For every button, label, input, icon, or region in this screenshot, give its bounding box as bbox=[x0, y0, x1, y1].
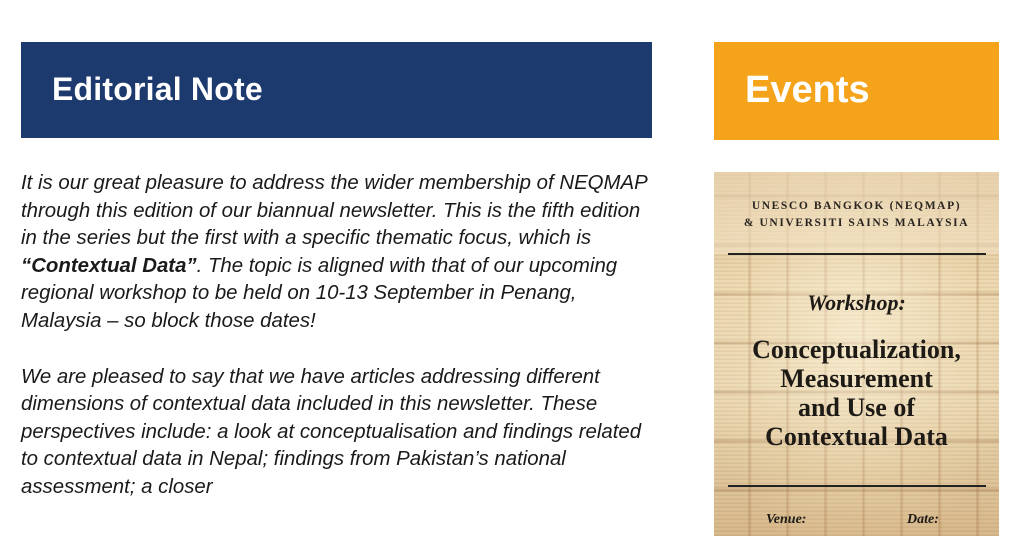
events-heading: Events bbox=[745, 69, 870, 111]
poster-organizer-line-1: UNESCO BANGKOK (NEQMAP) bbox=[751, 200, 962, 212]
editorial-note-heading: Editorial Note bbox=[52, 71, 263, 107]
poster-top-divider bbox=[728, 253, 986, 255]
poster-header-band bbox=[714, 172, 999, 254]
poster-title-line: Contextual Data bbox=[765, 422, 948, 451]
poster-title-line: and Use of bbox=[797, 393, 915, 422]
editorial-paragraph-1 bbox=[21, 170, 661, 336]
poster-title bbox=[714, 335, 999, 451]
editorial-paragraph-2: We are pleased to say that we have articles addressing different dimensions of contextual data included in this newsletter. These perspectives include: a look at conceptualisation and findings related to contextual data in Nepal; findings from Pakistan’s national assessment; a closer bbox=[21, 365, 642, 498]
poster-venue-label: Venue: bbox=[766, 512, 807, 527]
editorial-note-banner bbox=[21, 42, 652, 138]
poster-workshop-label: Workshop: bbox=[807, 290, 906, 315]
events-banner bbox=[714, 42, 999, 140]
paragraph-1-text-end: . The topic is aligned with that of our upcoming regional workshop to be held on 10-13 September in Penang, Malaysia – so block those dates! bbox=[21, 254, 618, 332]
paragraph-1-text-start: It is our great pleasure to address the wider membership of NEQMAP through this edition of our biannual newsletter. This is the fifth edition in the series but the first with a specific thematic focus, which is bbox=[21, 172, 647, 250]
poster-title-line: Measurement bbox=[780, 364, 933, 393]
poster-title-line: Conceptualization, bbox=[752, 335, 961, 364]
workshop-poster[interactable] bbox=[714, 172, 999, 536]
poster-date-label: Date: bbox=[907, 512, 939, 527]
poster-bottom-divider bbox=[728, 485, 986, 487]
paragraph-1-bold-topic: “Contextual Data” bbox=[21, 254, 197, 277]
poster-organizer-line-2: & UNIVERSITI SAINS MALAYSIA bbox=[743, 217, 970, 229]
editorial-body bbox=[21, 170, 661, 530]
